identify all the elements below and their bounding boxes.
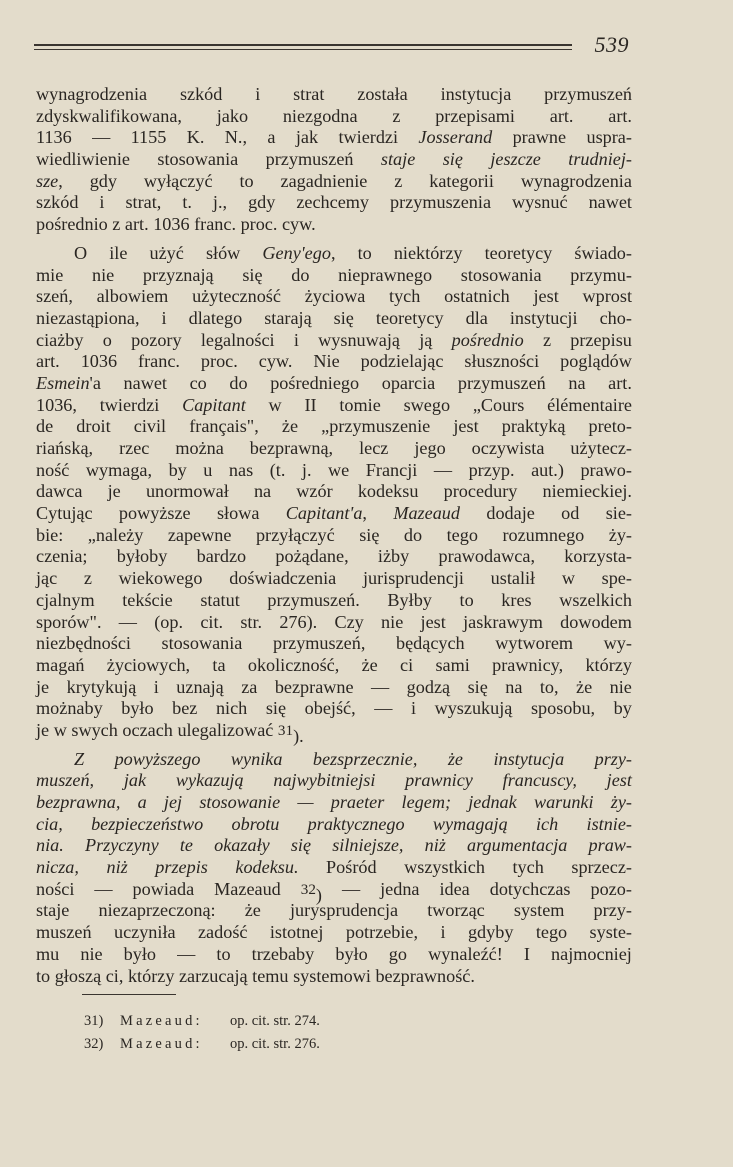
text-line: magań życiowych, ta okoliczność, że ci sami prawnicy, którzy [36,654,632,675]
text-line: ności — powiada Mazeaud $^{32}$) — jedna idea dotychczas pozo- [36,878,632,905]
text-line: nicza, niż przepis kodeksu. Pośród wszystkich tych sprzecz- [36,857,632,878]
text-line: ność wymaga, by u nas (t. j. we Francji — przyp. aut.) prawo- [36,459,632,480]
text-line: pośrednio z art. 1036 franc. proc. cyw. [36,214,316,235]
text-line: cia, bezpieczeństwo obrotu praktycznego wymagają ich istnie- [36,813,632,834]
text-line: bezprawna, a jej stosowanie — praeter legem; jednak warunki ży- [36,792,632,812]
text-line: je krytykują i uznają za bezprawne — godzą się na to, że nie [36,676,632,697]
text-line: 1036, twierdzi Capitant w II tomie swego „Cours élémentaire [36,394,632,415]
text-line: to głoszą ci, którzy zarzucają temu systemowi bezprawność. [36,965,475,986]
text-line: mie nie przyznają się do nieprawnego stosowania przymu- [36,264,632,285]
text-line: niezastąpiona, i dlatego starają się teoretycy dla instytucji cho- [36,307,632,328]
text-line: mu nie było — to trzebaby było go wynaleźć! I najmocniej [36,943,632,964]
text-line: szeń, albowiem użyteczność życiowa tych ostatnich jest wprost [36,286,632,307]
text-line: nia. Przyczyny te okazały się silniejsze, niż argumentacja praw- [36,835,632,856]
page-number: 539 [594,32,629,57]
text-line: staje niezaprzeczoną: że jurysprudencja tworząc system przy- [36,900,632,921]
footnote-rule [82,994,176,995]
text-line: szkód i strat, t. j., gdy zechcemy przymuszenia wysnuć nawet [36,192,632,213]
text-line: 1136 — 1155 K. N., a jak twierdzi Josserand prawne uspra- [36,127,632,148]
footnotes [84,1010,320,1056]
text-line: muszeń uczyniła zadość istotnej potrzebie, i gdyby tego syste- [36,922,632,943]
text-line: dawca je unormował na wzór kodeksu procedury niemieckiej. [36,481,632,502]
text-line: zdyskwalifikowana, jako niezgodna z przepisami art. art. [36,105,632,126]
text-line: je w swych oczach ulegalizować $^{31}$). [36,719,304,746]
text-line: sze, gdy wyłączyć to zagadnienie z kategorii wynagrodzenia [36,170,632,191]
text-line: muszeń, jak wykazują najwybitniejsi prawnicy francuscy, jest [36,770,632,791]
text-line: Z powyższego wynika bezsprzecznie, że instytucja przy- [74,748,632,769]
text-line: jąc z wiekowego doświadczenia jurisprudencji ustalił w spe- [36,568,632,589]
footnote-reference: op. cit. str. 274. [230,1013,320,1029]
text-line: możnaby było bez nich się obejść, — i wyszukują sposobu, by [36,698,632,719]
text-line: art. 1036 franc. proc. cyw. Nie podzielając słuszności poglądów [36,351,632,372]
footnote [84,1010,320,1033]
text-line: cjalnym tekście statut przymuszeń. Byłby to kres wszelkich [36,589,632,610]
footnote-mark: 31) [84,1013,104,1029]
text-line: riańską, rzec można bezprawną, lecz jego oczywista użytecz- [36,438,632,458]
text-line: ciażby o pozory legalności i wysnuwają ją pośrednio z przepisu [36,329,632,350]
body-text [36,84,632,987]
text-line: wiedliwienie stosowania przymuszeń staje się jeszcze trudniej- [36,149,632,170]
footnote-author: Mazeaud: [120,1013,203,1029]
text-line: niezbędności stosowania przymuszeń, będących wytworem wy- [36,633,632,654]
text-line: O ile użyć słów Geny'ego, to niektórzy teoretycy świado- [74,242,632,263]
footnote [84,1033,320,1056]
text-line: wynagrodzenia szkód i strat została instytucja przymuszeń [36,84,632,104]
footnote-mark: 32) [84,1036,104,1052]
footnote-reference: op. cit. str. 276. [230,1036,320,1052]
header-rule [34,44,572,53]
text-line: de droit civil français", że „przymuszenie jest praktyką preto- [36,416,632,437]
text-line: czenia; byłoby bardzo pożądane, iżby prawodawca, korzysta- [36,546,632,567]
footnote-author: Mazeaud: [120,1036,203,1052]
text-line: sporów". — (op. cit. str. 276). Czy nie jest jaskrawym dowodem [36,611,632,632]
text-line: Esmein'a nawet co do pośredniego oparcia przymuszeń na art. [36,372,632,393]
text-line: bie: „należy zapewne przyłączyć się do tego rozumnego ży- [36,524,632,545]
text-line: Cytując powyższe słowa Capitant'a, Mazeaud dodaje od sie- [36,503,632,524]
